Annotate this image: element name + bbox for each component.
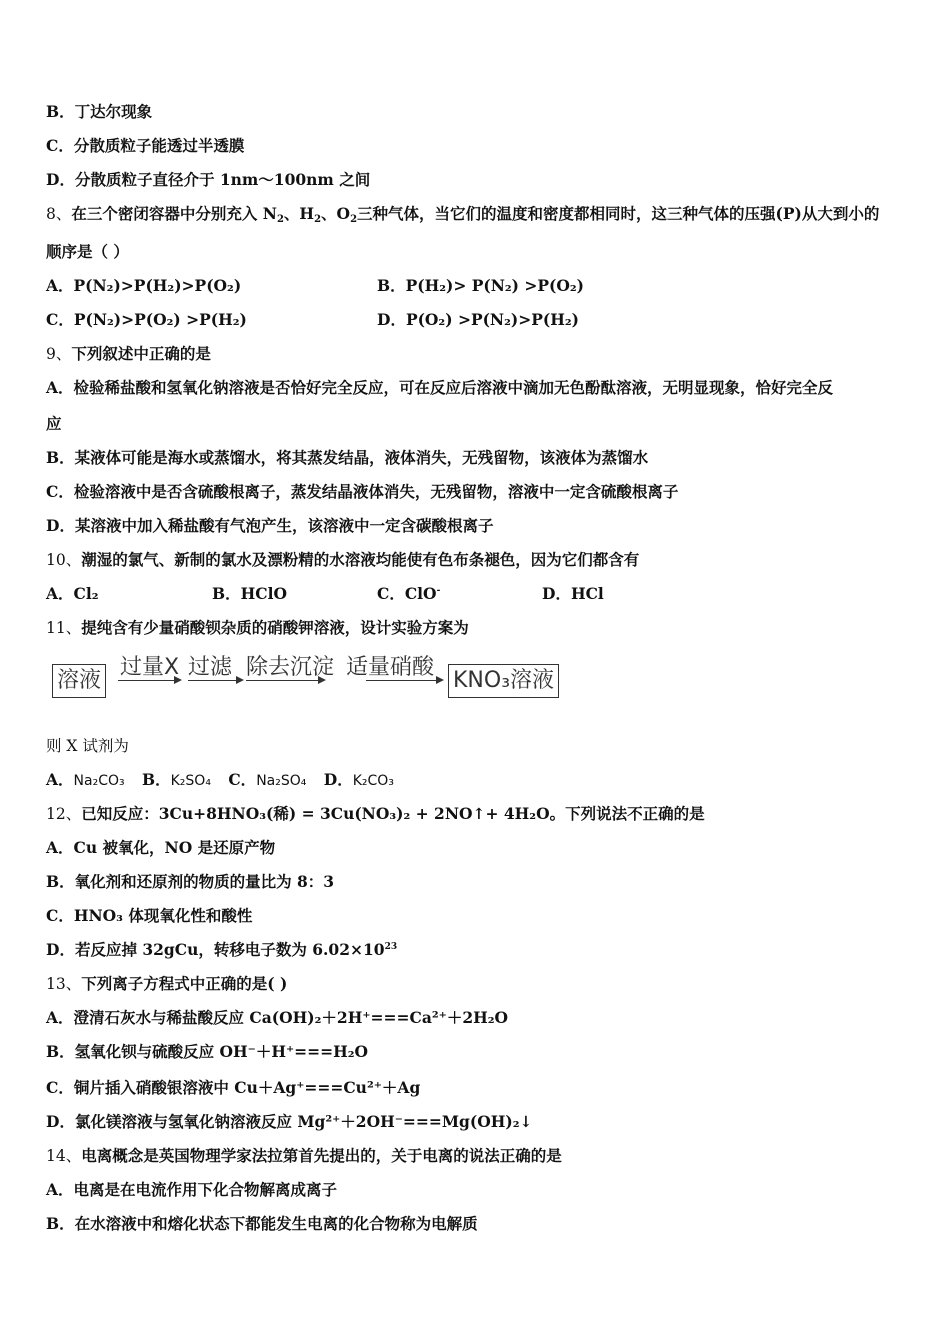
- q8-option-d: D．P(O₂) >P(N₂)>P(H₂): [377, 310, 579, 329]
- sup: -: [436, 586, 441, 596]
- q11-after: 则 X 试剂为: [46, 737, 129, 755]
- q13-option-b: B．氢氧化钡与硫酸反应 OH⁻＋H⁺===H₂O: [46, 1042, 369, 1061]
- q10-option-c-text: C．ClO: [377, 584, 437, 603]
- q8-number: 8、: [46, 205, 72, 223]
- sub: 2: [276, 214, 284, 225]
- q11-option-d: K₂CO₃: [352, 773, 394, 789]
- q9-option-a: A．检验稀盐酸和氢氧化钠溶液是否恰好完全反应，可在反应后溶液中滴加无色酚酞溶液，无明显现象，恰好完全反: [46, 378, 834, 397]
- q11-option-b: K₂SO₄: [170, 773, 211, 789]
- q10-stem-text: 潮湿的氯气、新制的氯水及漂粉精的水溶液均能使有色布条褪色，因为它们都含有: [81, 550, 640, 569]
- flow-step-filter: 过滤: [188, 655, 233, 680]
- q8-stem-c: 、O: [321, 204, 351, 223]
- arrow-icon: [366, 680, 442, 681]
- q8-stem-line2: 顺序是（ ）: [46, 242, 129, 261]
- arrow-icon: [188, 680, 242, 681]
- q10-option-d: D．HCl: [542, 584, 604, 603]
- q9-option-c: C．检验溶液中是否含硫酸根离子，蒸发结晶液体消失，无残留物，溶液中一定含硫酸根离子: [46, 482, 679, 501]
- q12-number: 12、: [46, 805, 82, 823]
- q12-option-c: C．HNO₃ 体现氧化性和酸性: [46, 906, 253, 925]
- q9-number: 9、: [46, 345, 72, 363]
- q13-stem: [46, 974, 287, 994]
- sub: 2: [350, 214, 358, 225]
- q11-stem: [46, 618, 469, 638]
- q11-d-label: D．: [323, 770, 353, 789]
- q9-option-b: B．某液体可能是海水或蒸馏水，将其蒸发结晶，液体消失，无残留物，该液体为蒸馏水: [46, 448, 649, 467]
- q12-option-d-text: D．若反应掉 32gCu，转移电子数为 6.02×10: [46, 940, 385, 959]
- q12-stem: [46, 804, 705, 824]
- q12-option-b: B．氧化剂和还原剂的物质的量比为 8：3: [46, 872, 335, 891]
- q13-option-a: A．澄清石灰水与稀盐酸反应 Ca(OH)₂＋2H⁺===Ca²⁺＋2H₂O: [46, 1008, 509, 1027]
- q8-option-c: C．P(N₂)>P(O₂) >P(H₂): [46, 310, 247, 329]
- flow-step-nitric-acid: 适量硝酸: [346, 655, 435, 680]
- q9-stem: [46, 344, 211, 364]
- arrow-icon: [118, 680, 180, 681]
- q13-number: 13、: [46, 975, 82, 993]
- sub: 2: [314, 214, 322, 225]
- q14-option-b: B．在水溶液中和熔化状态下都能发生电离的化合物称为电解质: [46, 1214, 478, 1233]
- q8-stem-d: 三种气体，当它们的温度和密度都相同时，这三种气体的压强(P)从大到小的: [357, 204, 880, 223]
- q10-number: 10、: [46, 551, 82, 569]
- q8-option-b: B．P(H₂)> P(N₂) >P(O₂): [377, 276, 585, 295]
- q12-stem-text: 已知反应：3Cu+8HNO₃(稀) = 3Cu(NO₃)₂ + 2NO↑+ 4H₂O。下列说法不正确的是: [81, 804, 705, 823]
- flow-box-kno3: KNO₃溶液: [448, 664, 559, 698]
- q10-option-b: B．HClO: [212, 584, 287, 603]
- flow-step-remove-precipitate: 除去沉淀: [246, 655, 335, 680]
- q7-option-c: C．分散质粒子能透过半透膜: [46, 136, 245, 155]
- q10-stem: [46, 550, 639, 570]
- arrow-icon: [246, 680, 324, 681]
- q14-number: 14、: [46, 1147, 82, 1165]
- q14-stem: [46, 1146, 562, 1166]
- q10-option-c: [377, 584, 440, 604]
- q11-c-label: C．: [228, 770, 257, 789]
- flow-box-solution: 溶液: [52, 664, 106, 698]
- q11-option-c: Na₂SO₄: [256, 773, 307, 789]
- q7-option-d: D．分散质粒子直径介于 1nm～100nm 之间: [46, 170, 371, 189]
- q11-a-label: A．: [46, 770, 74, 789]
- q14-option-a: A．电离是在电流作用下化合物解离成离子: [46, 1180, 338, 1199]
- q9-option-d: D．某溶液中加入稀盐酸有气泡产生，该溶液中一定含碳酸根离子: [46, 516, 494, 535]
- q11-option-a: Na₂CO₃: [73, 773, 125, 789]
- flow-step-excess-x: 过量X: [120, 655, 180, 680]
- q9-stem-text: 下列叙述中正确的是: [71, 344, 211, 363]
- q9-option-a-cont: 应: [46, 414, 62, 433]
- q13-option-d: D．氯化镁溶液与氢氧化钠溶液反应 Mg²⁺＋2OH⁻===Mg(OH)₂↓: [46, 1112, 533, 1131]
- q13-stem-text: 下列离子方程式中正确的是( ): [81, 974, 288, 993]
- q8-stem-a: 在三个密闭容器中分别充入 N: [71, 204, 277, 223]
- q8-stem: [46, 204, 879, 224]
- q12-option-d: [46, 940, 397, 960]
- q10-option-a: A．Cl₂: [46, 584, 99, 603]
- q7-option-b: B．丁达尔现象: [46, 102, 153, 121]
- q11-b-label: B．: [142, 770, 171, 789]
- q11-flowchart: [50, 650, 570, 700]
- q8-option-a: A．P(N₂)>P(H₂)>P(O₂): [46, 276, 242, 295]
- q12-option-a: A．Cu 被氧化，NO 是还原产物: [46, 838, 276, 857]
- q14-stem-text: 电离概念是英国物理学家法拉第首先提出的，关于电离的说法正确的是: [81, 1146, 562, 1165]
- sup: 23: [384, 942, 398, 952]
- q11-options: [46, 770, 394, 791]
- q8-stem-b: 、H: [283, 204, 315, 223]
- q11-stem-text: 提纯含有少量硝酸钡杂质的硝酸钾溶液，设计实验方案为: [81, 618, 469, 637]
- q11-number: 11、: [46, 619, 82, 637]
- q13-option-c: C．铜片插入硝酸银溶液中 Cu＋Ag⁺===Cu²⁺＋Ag: [46, 1078, 421, 1097]
